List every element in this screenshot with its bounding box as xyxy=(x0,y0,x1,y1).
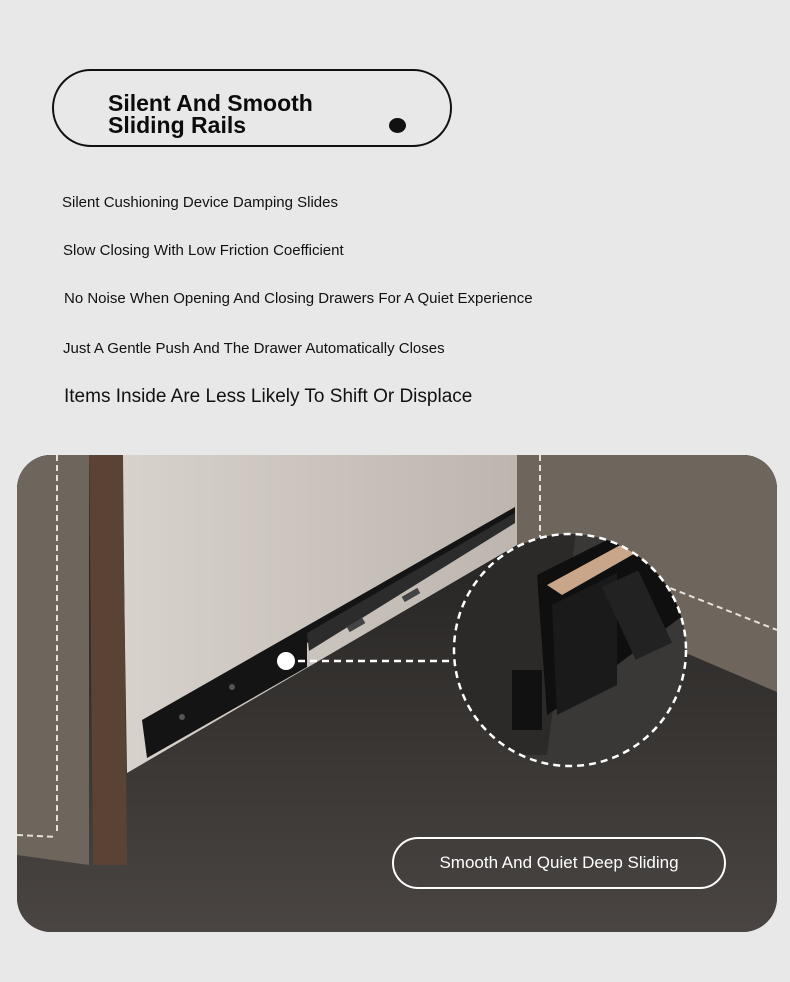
feature-item-1: Silent Cushioning Device Damping Slides xyxy=(62,194,338,211)
feature-item-5: Items Inside Are Less Likely To Shift Or Displace xyxy=(64,386,473,407)
feature-item-2: Slow Closing With Low Friction Coefficient xyxy=(63,242,344,259)
decorative-dot-icon xyxy=(389,118,406,133)
smooth-sliding-badge: Smooth And Quiet Deep Sliding xyxy=(392,837,726,889)
feature-item-4: Just A Gentle Push And The Drawer Automatically Closes xyxy=(63,340,445,357)
title-line-2: Sliding Rails xyxy=(108,112,247,138)
title-pill xyxy=(52,69,452,147)
feature-item-3: No Noise When Opening And Closing Drawers For A Quiet Experience xyxy=(64,290,533,307)
title-line-1: Silent And Smooth xyxy=(108,90,313,116)
drawer-rail-photo xyxy=(17,455,777,932)
